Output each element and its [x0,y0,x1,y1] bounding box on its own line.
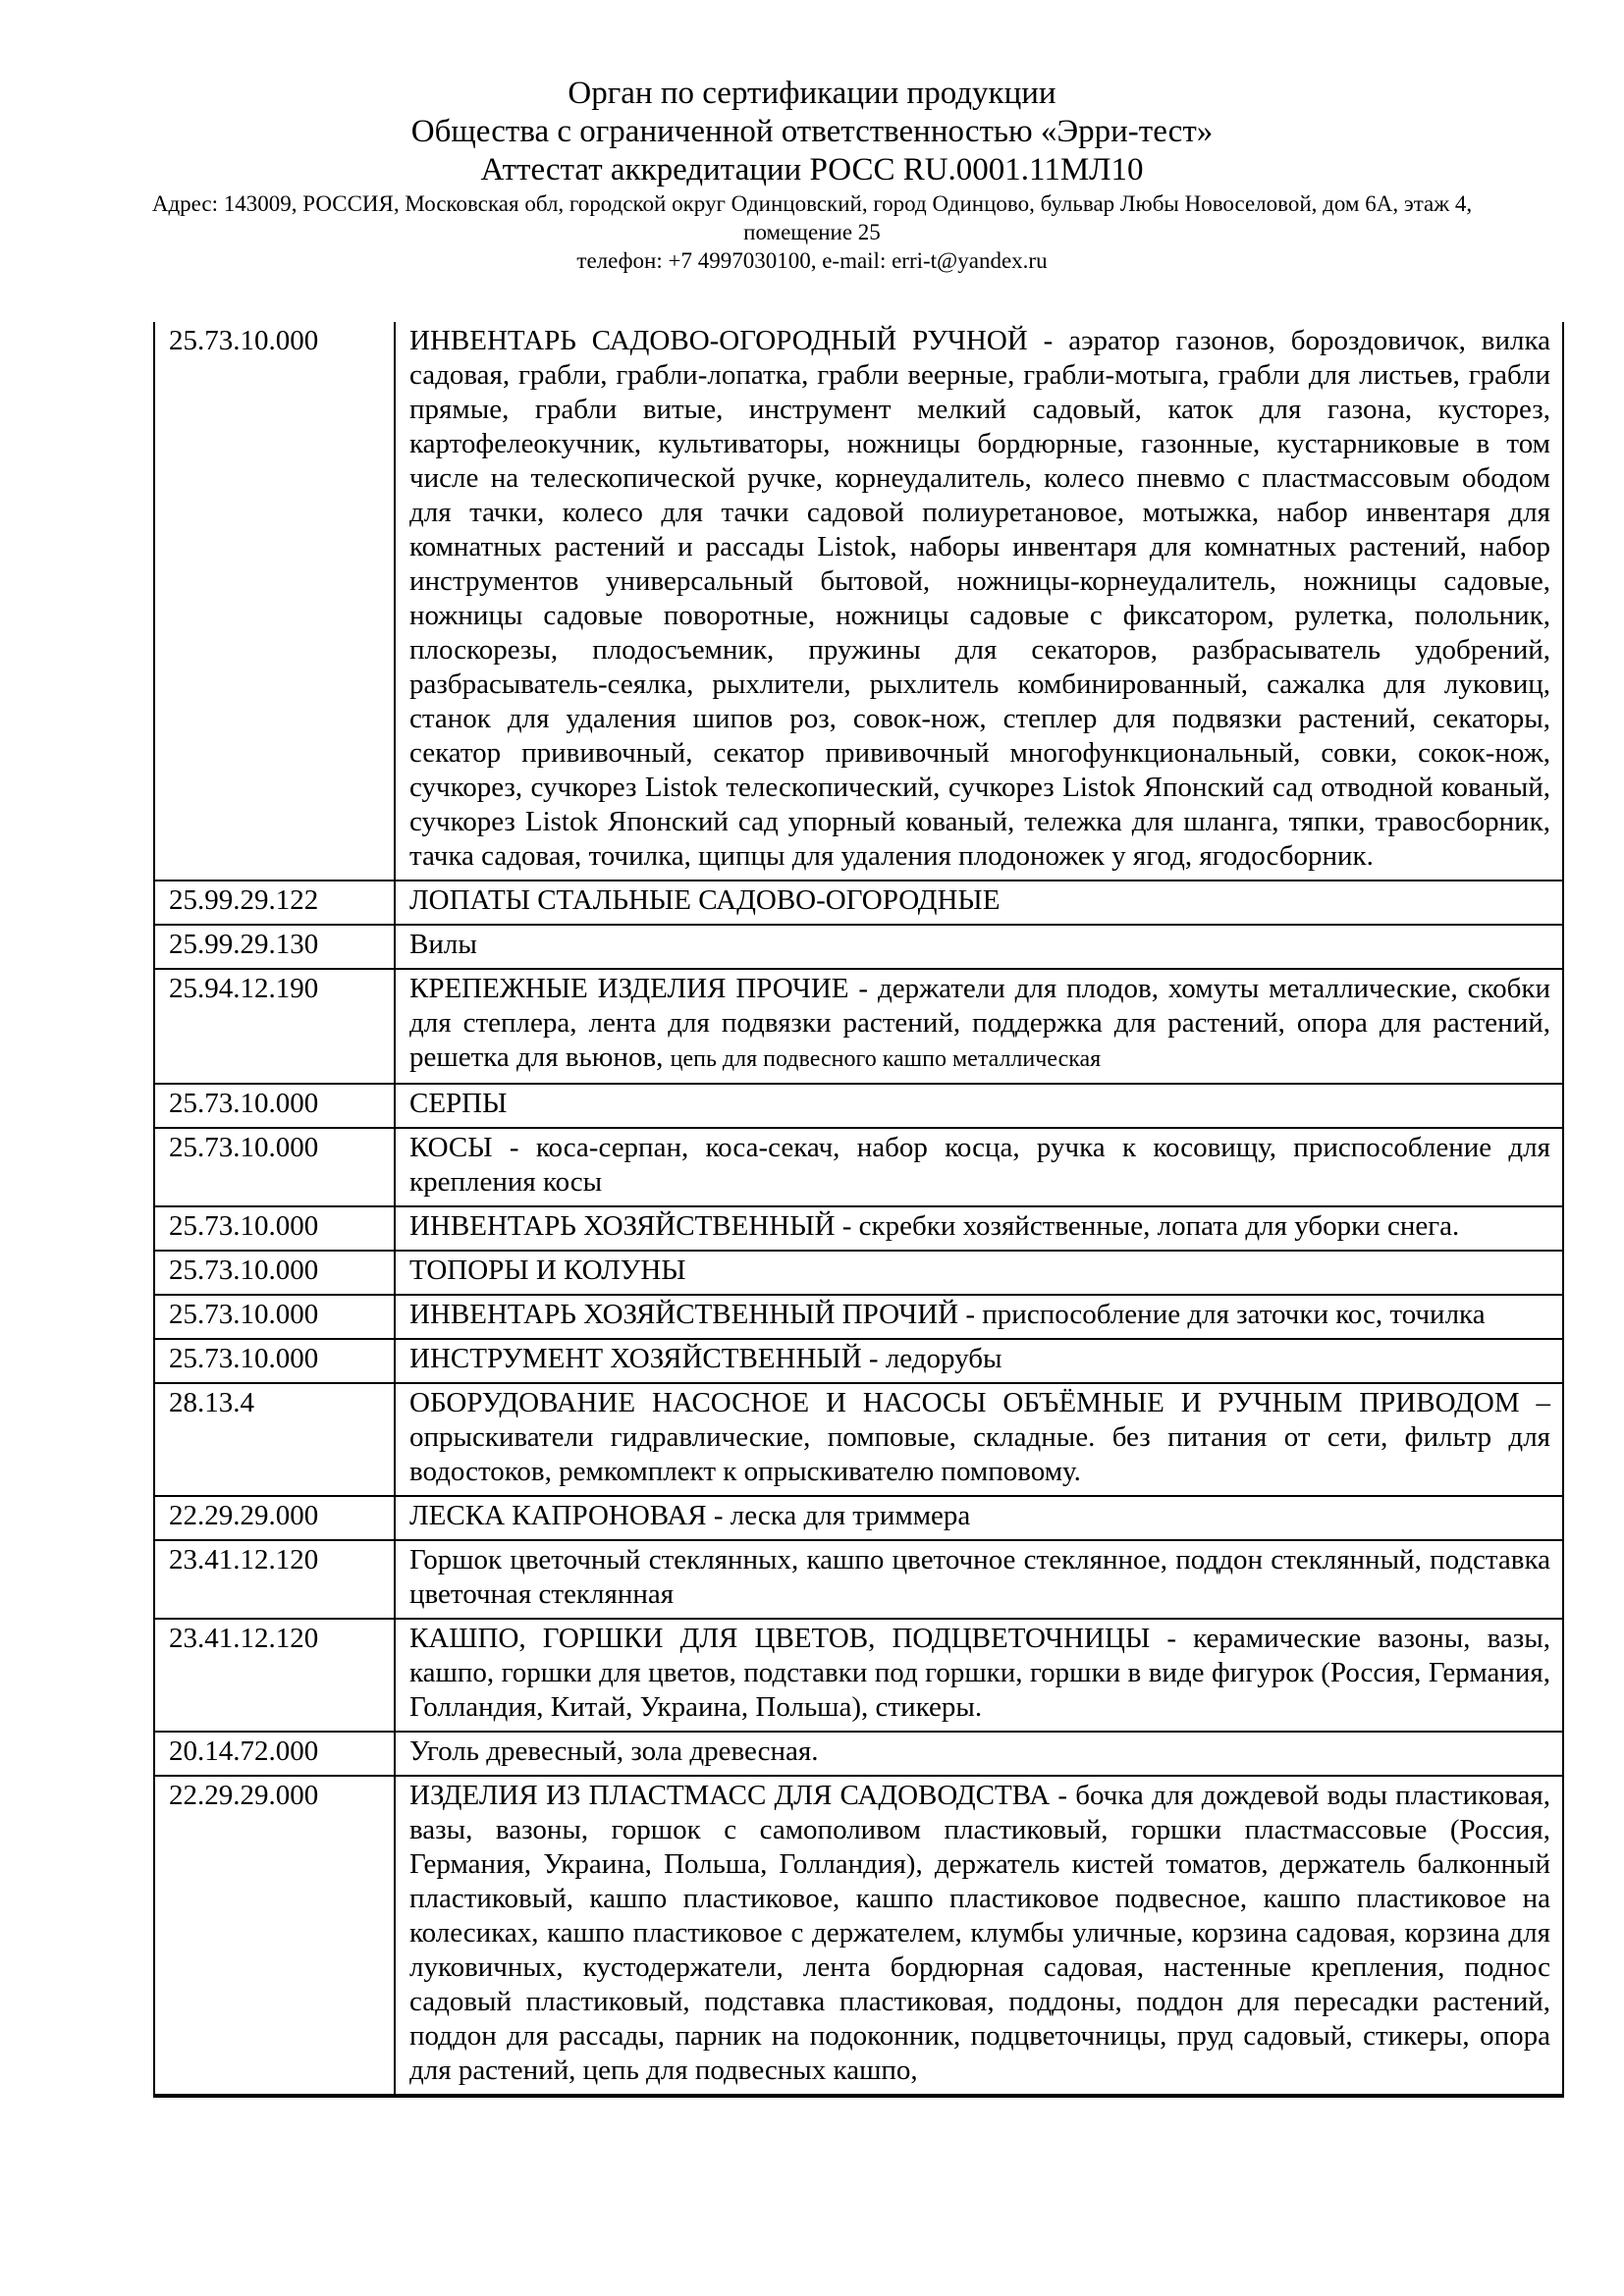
product-table [153,322,1564,2098]
description-cell [396,1497,1562,1539]
table-row [155,322,1562,881]
description-segment: ИНВЕНТАРЬ САДОВО-ОГОРОДНЫЙ РУЧНОЙ [409,325,1028,356]
table-row [155,1252,1562,1296]
description-cell [396,926,1562,968]
description-segment: - скребки хозяйственные, лопата для уборки снега. [835,1210,1460,1242]
description-segment: - коса-серпан, коса-секач, набор косца, ручка к косовищу, приспособление для крепления косы [409,1132,1550,1198]
code-cell: 23.41.12.120 [155,1541,396,1618]
description-segment: опрыскиватели гидравлические, помповые, складные. без питания от сети, фильтр для водостоков, ремкомплект к опрыскивателю помповому. [409,1421,1550,1487]
code-cell: 25.99.29.130 [155,926,396,968]
table-row [155,1296,1562,1340]
table-row [155,1541,1562,1620]
description-cell [396,1733,1562,1775]
table-row [155,1620,1562,1733]
description-segment: - ледорубы [861,1343,1002,1374]
description-cell [396,1296,1562,1338]
description-cell [396,1777,1562,2094]
description-cell [396,1340,1562,1382]
table-row [155,1777,1562,2097]
description-segment: КОСЫ [409,1132,493,1163]
document-header [0,0,1624,275]
description-cell [396,1085,1562,1127]
org-contact-line: телефон: +7 4997030100, e-mail: erri-t@yandex.ru [576,248,1048,273]
code-cell: 25.73.10.000 [155,322,396,880]
description-cell [396,322,1562,880]
code-cell: 22.29.29.000 [155,1777,396,2094]
table-row [155,881,1562,926]
table-row [155,1384,1562,1497]
description-segment: - держатели для плодов, хомуты металлические, скобки для степлера, лента для подвязки растений, поддержка для растений, опора для растений, решетка для вьюнов, [409,973,1550,1073]
description-segment: Горшок цветочный стеклянных, кашпо цветочное стеклянное, поддон стеклянный, подставка цветочная стеклянная [409,1544,1550,1610]
description-cell [396,970,1562,1083]
code-cell: 25.73.10.000 [155,1085,396,1127]
description-segment: Уголь древесный, зола древесная. [409,1735,819,1767]
description-segment: - приспособление для заточки кос, точилка [958,1299,1486,1330]
description-segment: СЕРПЫ [409,1088,508,1119]
description-segment: - леска для триммера [706,1500,971,1531]
code-cell: 25.73.10.000 [155,1129,396,1205]
org-title-lines [0,75,1624,189]
table-row [155,1207,1562,1252]
description-segment: - керамические вазоны, вазы, кашпо, горшки для цветов, подставки под горшки, горшки в виде фигурок (Россия, Германия, Голландия, Китай, Украина, Польша), стикеры. [409,1623,1550,1723]
description-cell [396,1620,1562,1731]
description-segment: цепь для подвесного кашпо металлическая [670,1046,1102,1072]
org-address-line: Адрес: 143009, РОССИЯ, Московская обл, городской округ Одинцовский, город Одинцово, бульвар Любы Новоселовой, дом 6А, этаж 4, [151,191,1473,216]
org-title-line: Орган по сертификации продукции [568,76,1056,111]
description-segment: ИНВЕНТАРЬ ХОЗЯЙСТВЕННЫЙ [409,1210,836,1242]
table-row [155,1733,1562,1777]
org-address-lines [0,189,1624,246]
table-row [155,926,1562,970]
description-segment: - бочка для дождевой воды пластиковая, вазы, вазоны, горшок с самополивом пластиковый, горшки пластмассовые (Россия, Германия, Украина, Польша, Голландия), держатель кистей томатов, держатель балконный пластиковый, кашпо пластиковое, кашпо пластиковое подвесное, кашпо пластиковое на колесиках, кашпо пластиковое с держателем, клумбы уличные, корзина садовая, корзина для луковичных, кустодержатели, лента бордюрная садовая, настенные крепления, поднос садовый пластиковый, подставка пластиковая, поддоны, поддон для пересадки растений, поддон для рассады, парник на подоконник, подцветочницы, пруд садовый, стикеры, опора для растений, цепь для подвесных кашпо, [409,1780,1550,2086]
description-segment: - аэратор газонов, бороздовичок, вилка садовая, грабли, грабли-лопатка, грабли веерные, грабли-мотыга, грабли для листьев, грабли прямые, грабли витые, инструмент мелкий садовый, каток для газона, кусторез, картофелеокучник, культиваторы, ножницы бордюрные, газонные, кустарниковые в том числе на телескопической ручке, корнеудалитель, колесо пневмо с пластмассовым ободом для тачки, колесо для тачки садовой полиуретановое, мотыжка, набор инвентаря для комнатных растений и рассады Listok, наборы инвентаря для комнатных растений, набор инструментов универсальный бытовой, ножницы-корнеудалитель, ножницы садовые, ножницы садовые поворотные, ножницы садовые с фиксатором, рулетка, полольник, плоскорезы, плодосъемник, пружины для секаторов, разбрасыватель удобрений, разбрасыватель-сеялка, рыхлители, рыхлитель комбинированный, сажалка для луковиц, станок для удаления шипов роз, совок-нож, степлер для подвязки растений, секаторы, секатор прививочный, секатор прививочный многофункциональный, совки, сокок-нож, сучкорез, сучкорез Listok телескопический, сучкорез Listok Японский сад отводной кованый, сучкорез Listok Японский сад упорный кованый, тележка для шланга, тяпки, травосборник, тачка садовая, точилка, щипцы для удаления плодоножек у ягод, ягодосборник. [409,325,1551,872]
code-cell: 25.73.10.000 [155,1296,396,1338]
code-cell: 25.73.10.000 [155,1207,396,1250]
code-cell: 28.13.4 [155,1384,396,1495]
org-address-line: помещение 25 [743,220,881,244]
description-cell [396,1207,1562,1250]
description-segment: ТОПОРЫ И КОЛУНЫ [409,1255,686,1286]
description-segment: ОБОРУДОВАНИЕ НАСОСНОЕ И НАСОСЫ ОБЪЁМНЫЕ И РУЧНЫМ ПРИВОДОМ – [409,1387,1550,1418]
code-cell: 25.99.29.122 [155,881,396,924]
code-cell: 23.41.12.120 [155,1620,396,1731]
description-segment: КАШПО, ГОРШКИ ДЛЯ ЦВЕТОВ, ПОДЦВЕТОЧНИЦЫ [409,1623,1151,1654]
code-cell: 25.94.12.190 [155,970,396,1083]
table-row [155,1129,1562,1207]
description-segment: ЛЕСКА КАПРОНОВАЯ [409,1500,707,1531]
description-cell [396,1384,1562,1495]
code-cell: 22.29.29.000 [155,1497,396,1539]
description-segment: Вилы [409,929,477,960]
code-cell: 20.14.72.000 [155,1733,396,1775]
table-row [155,970,1562,1085]
description-segment: ИЗДЕЛИЯ ИЗ ПЛАСТМАСС ДЛЯ САДОВОДСТВА [409,1780,1051,1811]
code-cell: 25.73.10.000 [155,1340,396,1382]
description-cell [396,1129,1562,1205]
code-cell: 25.73.10.000 [155,1252,396,1294]
description-segment: ИНВЕНТАРЬ ХОЗЯЙСТВЕННЫЙ ПРОЧИЙ [409,1299,959,1330]
description-cell [396,1541,1562,1618]
table-row [155,1340,1562,1384]
table-row [155,1497,1562,1541]
org-title-line: Аттестат аккредитации РОСС RU.0001.11МЛ10 [480,152,1144,187]
description-segment: ЛОПАТЫ СТАЛЬНЫЕ САДОВО-ОГОРОДНЫЕ [409,884,1001,916]
description-cell [396,1252,1562,1294]
description-cell [396,881,1562,924]
org-title-line: Общества с ограниченной ответственностью «Эрри-тест» [410,114,1214,149]
description-segment: ИНСТРУМЕНТ ХОЗЯЙСТВЕННЫЙ [409,1343,862,1374]
table-row [155,1085,1562,1129]
description-segment: КРЕПЕЖНЫЕ ИЗДЕЛИЯ ПРОЧИЕ [409,973,849,1004]
